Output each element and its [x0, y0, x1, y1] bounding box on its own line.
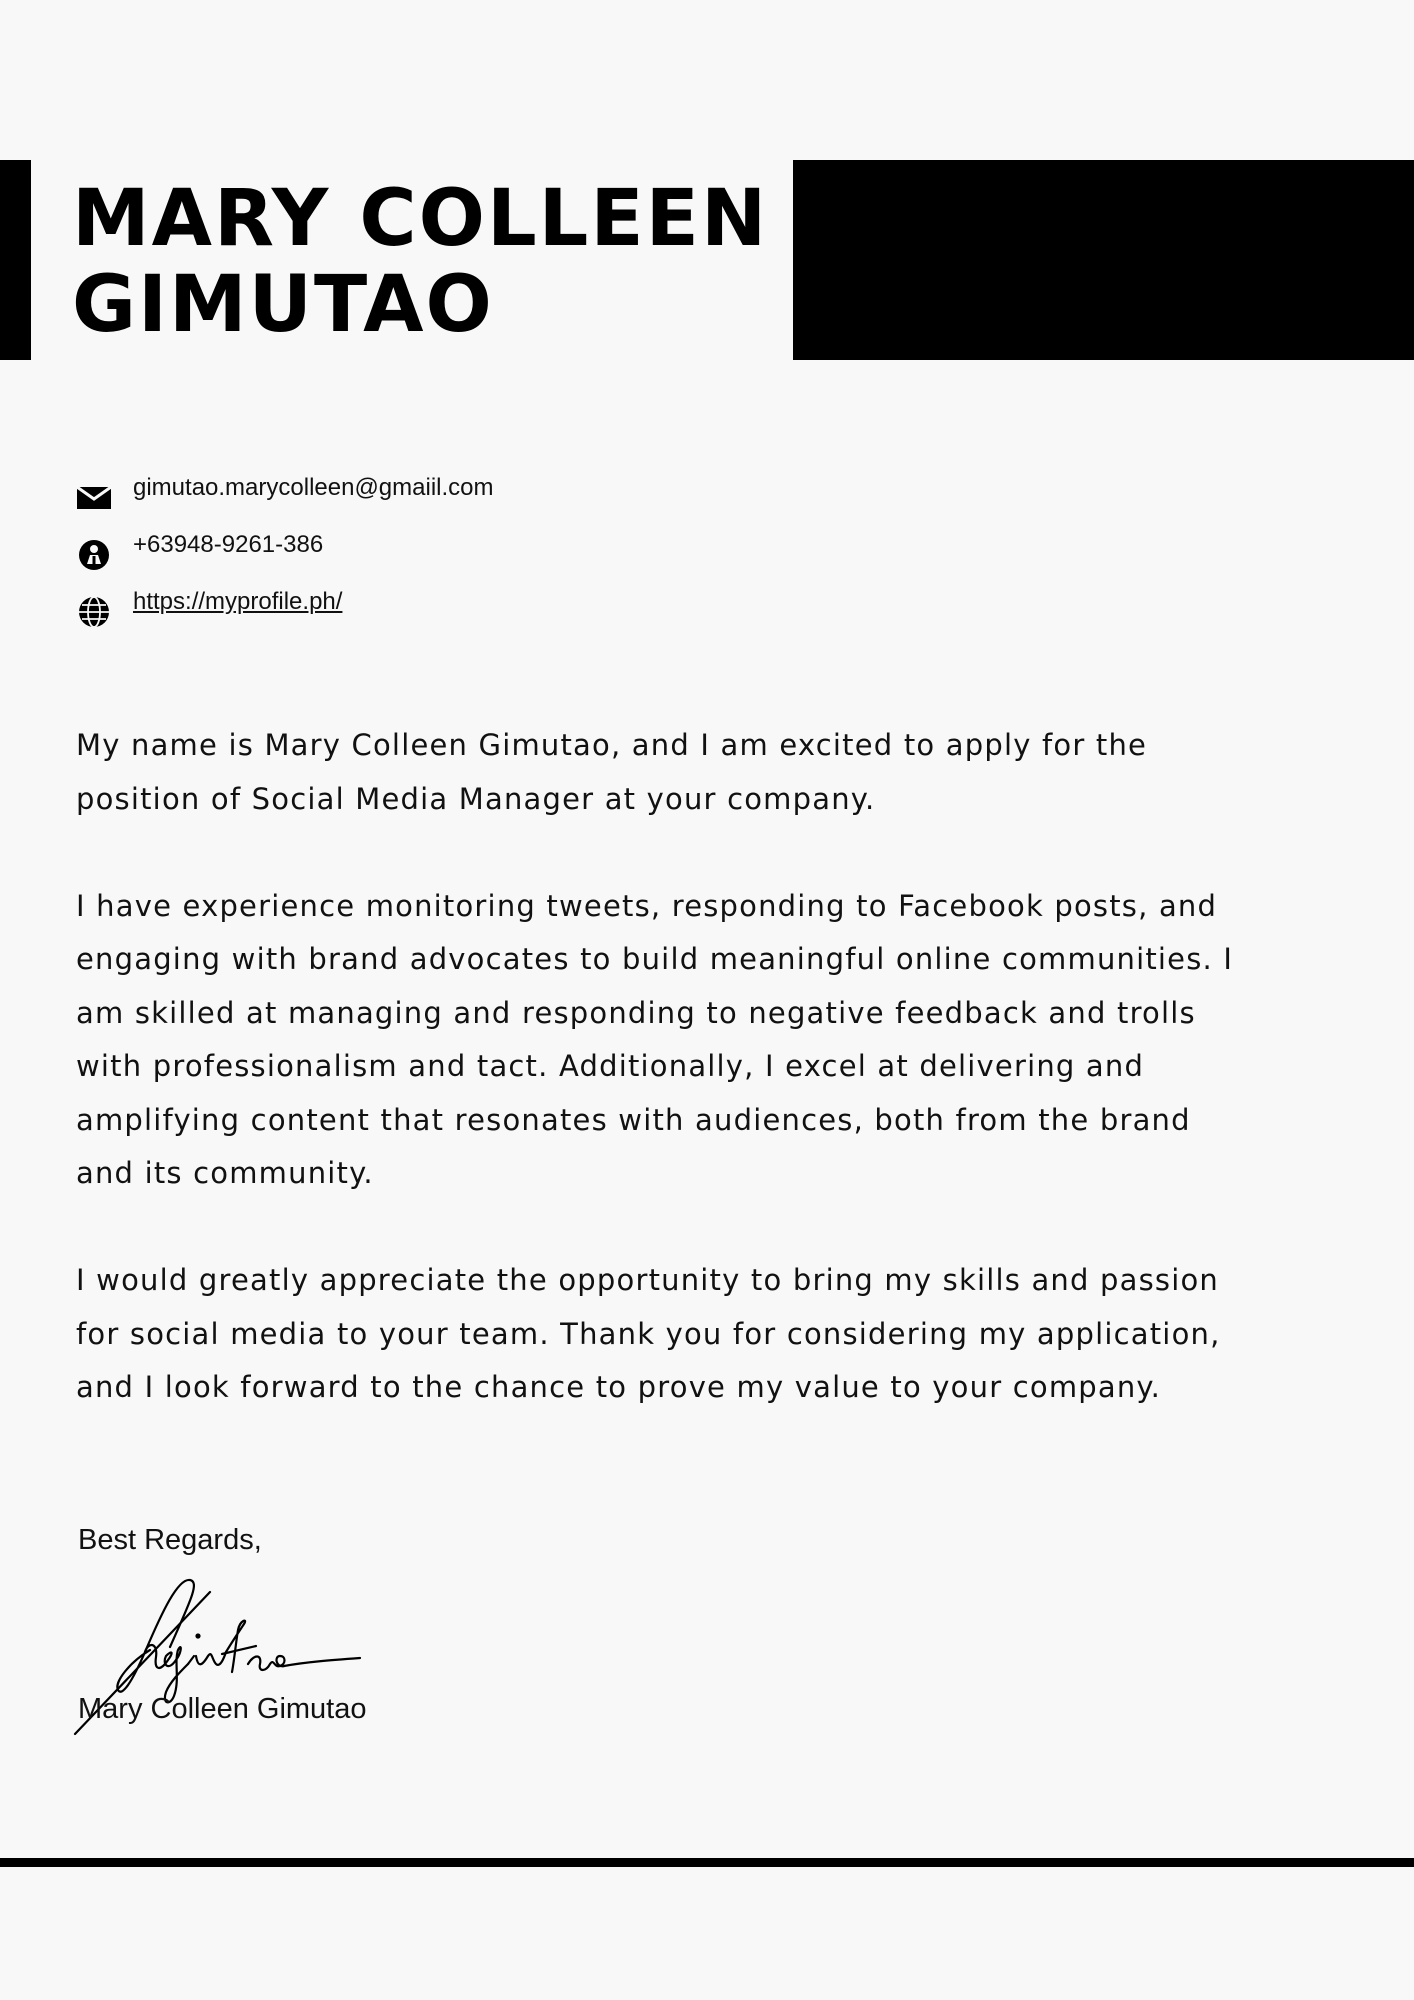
header-right-bar	[793, 160, 1414, 360]
website-link[interactable]: https://myprofile.ph/	[133, 588, 343, 615]
closing-text: Best Regards,	[78, 1524, 262, 1556]
phone-icon	[76, 539, 112, 571]
phone-text: +63948-9261-386	[133, 531, 324, 558]
email-text[interactable]: gimutao.marycolleen@gmaiil.com	[133, 474, 494, 501]
envelope-icon	[76, 482, 112, 514]
letter-body	[76, 719, 1306, 1468]
letter-paragraph: I would greatly appreciate the opportunity to bring my skills and passion for social media to your team. Thank you for considering my application, and I look forward to the chance to prove my value to your company.	[76, 1263, 1221, 1404]
name-line-1: MARY COLLEEN	[72, 174, 769, 264]
letter-paragraph: My name is Mary Colleen Gimutao, and I am excited to apply for the position of Social Media Manager at your company.	[76, 728, 1148, 816]
footer-rule	[0, 1858, 1414, 1867]
applicant-name	[72, 176, 768, 348]
header-left-bar	[0, 160, 31, 360]
letter-paragraph: I have experience monitoring tweets, responding to Facebook posts, and engaging with brand advocates to build meaningful online communities. I am skilled at managing and responding to negative feedback and trolls with professionalism and tact. Additionally, I excel at delivering and amplifying content that resonates with audiences, both from the brand and its community.	[76, 888, 1234, 1190]
globe-icon	[76, 596, 112, 628]
signer-name: Mary Colleen Gimutao	[78, 1693, 367, 1725]
name-line-2: GIMUTAO	[72, 260, 494, 350]
